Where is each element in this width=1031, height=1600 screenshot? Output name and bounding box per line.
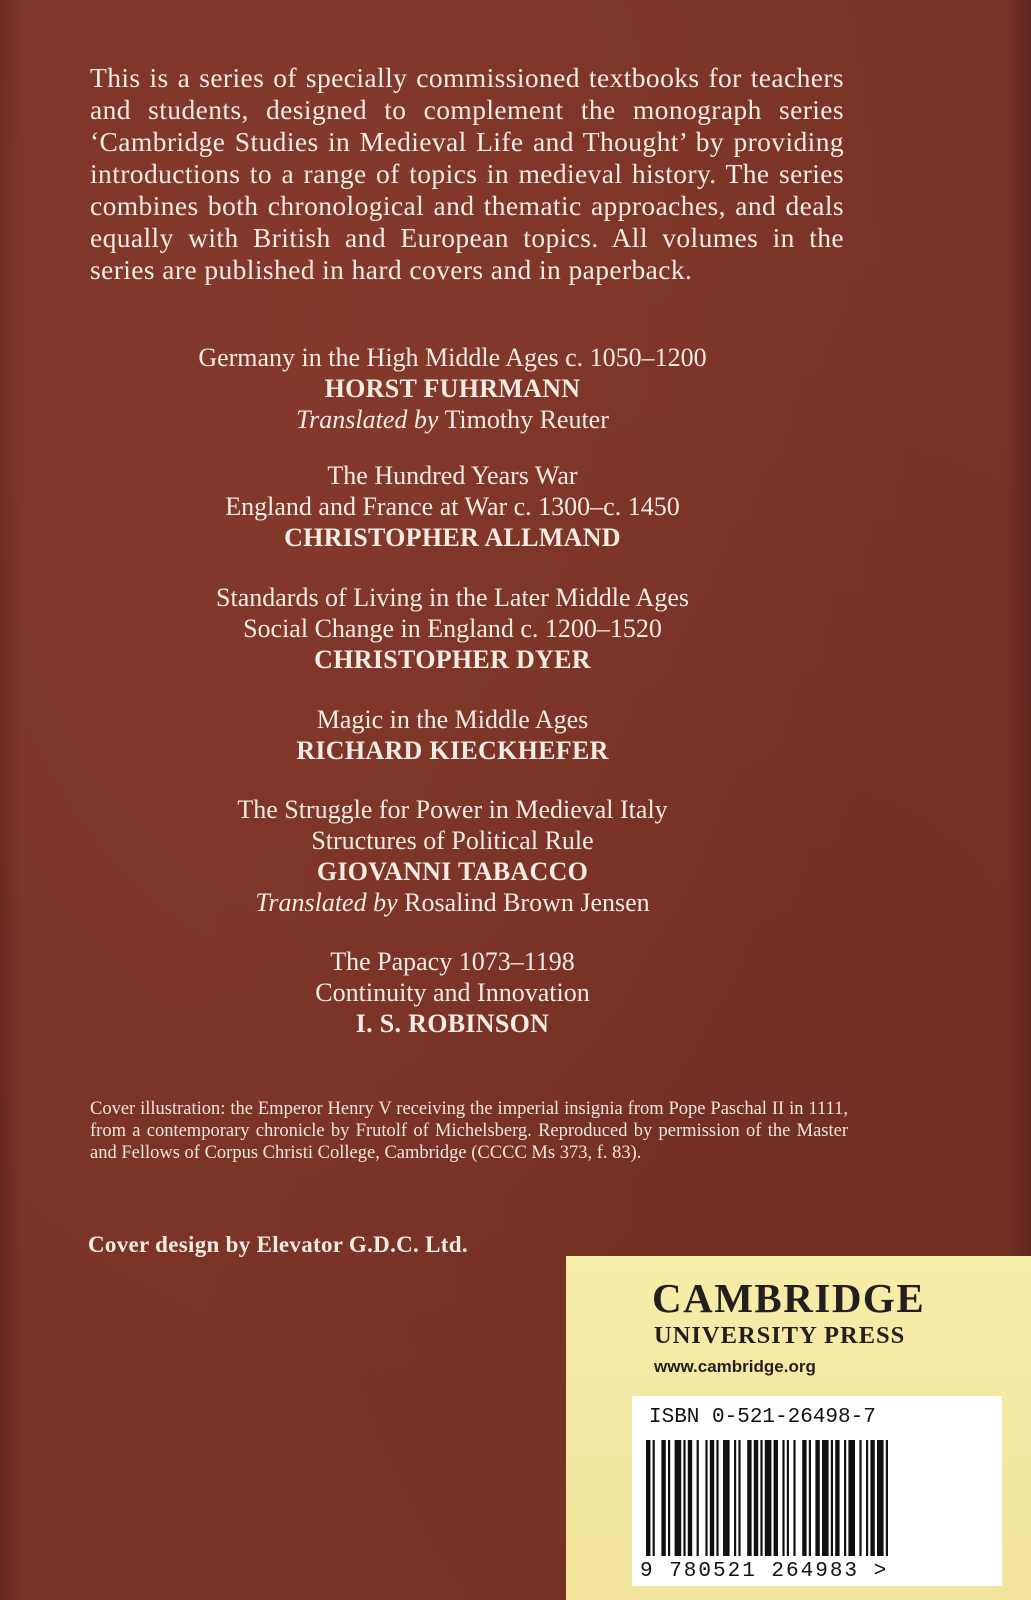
book-translator: Translated by Timothy Reuter	[296, 405, 609, 434]
book-translator: Translated by Rosalind Brown Jensen	[255, 888, 650, 917]
book-author: RICHARD KIECKHEFER	[296, 736, 609, 765]
series-description: This is a series of specially commissioned textbooks for teachers and students, designed to complement the monograph series ‘Cambridge Studies in Medieval Life and Thought’ by providing introductions to a range of topics in medieval history. The series combines both chronological and thematic approaches, and deals equally with British and European topics. All volumes in the series are published in hard covers and in paperback.	[90, 62, 844, 285]
book-entry	[90, 460, 815, 553]
book-author: I. S. ROBINSON	[355, 1009, 550, 1038]
barcode-panel	[632, 1396, 1002, 1586]
book-entry	[90, 794, 815, 918]
book-title: The Papacy 1073–1198	[330, 947, 575, 976]
book-title: Standards of Living in the Later Middle Ages	[216, 583, 689, 612]
book-entry	[90, 582, 815, 675]
book-title: Magic in the Middle Ages	[316, 705, 589, 734]
book-title: The Hundred Years War	[327, 461, 578, 490]
book-subtitle: Continuity and Innovation	[315, 978, 590, 1007]
book-subtitle: Structures of Political Rule	[311, 826, 594, 855]
ean-number: 9 780521 264983 >	[640, 1560, 889, 1583]
publisher-name: CAMBRIDGE	[652, 1275, 926, 1321]
book-entry	[90, 704, 815, 766]
book-entry	[90, 342, 815, 435]
book-subtitle: England and France at War c. 1300–c. 1450	[225, 492, 680, 521]
book-title: The Struggle for Power in Medieval Italy	[237, 795, 668, 824]
barcode-icon	[644, 1440, 984, 1556]
book-author: CHRISTOPHER ALLMAND	[284, 523, 621, 552]
publisher-url: www.cambridge.org	[654, 1357, 816, 1376]
book-entry	[90, 946, 815, 1039]
cover-design-credit: Cover design by Elevator G.D.C. Ltd.	[88, 1232, 468, 1257]
book-author: CHRISTOPHER DYER	[314, 645, 591, 674]
cover-illustration-credit: Cover illustration: the Emperor Henry V receiving the imperial insignia from Pope Paschal II in 1111, from a contemporary chronicle by Frutolf of Michelsberg. Reproduced by permission of the Master and Fellows of Corpus Christi College, Cambridge (CCCC Ms 373, f. 83).	[90, 1099, 848, 1163]
book-subtitle: Social Change in England c. 1200–1520	[243, 614, 662, 643]
publisher-label	[566, 1256, 1031, 1600]
book-author: GIOVANNI TABACCO	[316, 857, 589, 886]
book-title: Germany in the High Middle Ages c. 1050–1200	[198, 343, 707, 372]
publisher-subtitle: UNIVERSITY PRESS	[654, 1322, 906, 1349]
isbn-number: ISBN 0-521-26498-7	[649, 1406, 876, 1429]
book-author: HORST FUHRMANN	[324, 374, 581, 403]
